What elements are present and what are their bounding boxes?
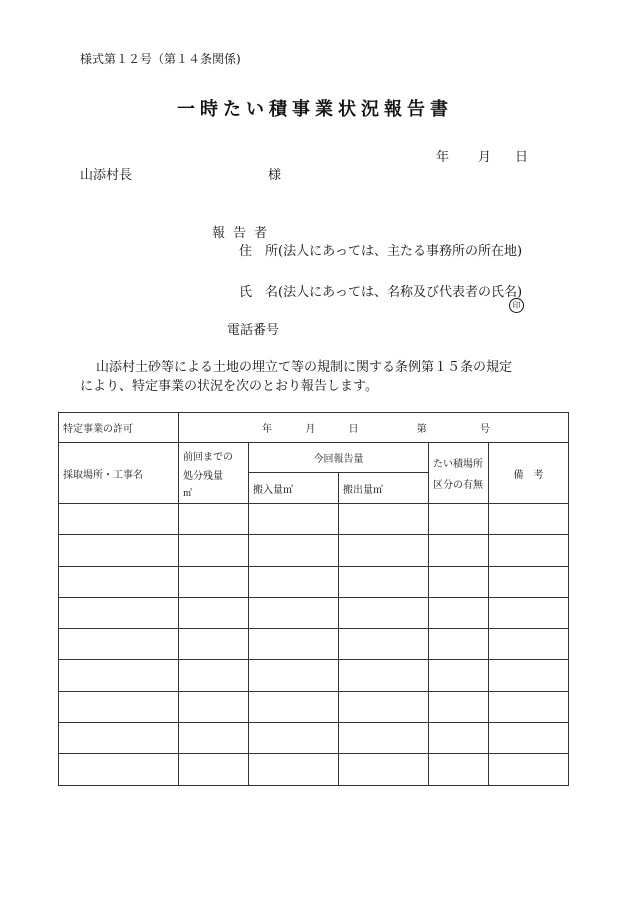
cell-carry-in[interactable] — [249, 754, 339, 785]
pile-area-line-1: たい積場所 — [433, 459, 483, 470]
cell-site[interactable] — [59, 754, 179, 785]
permit-value — [179, 413, 569, 443]
cell-carry-in[interactable] — [249, 597, 339, 628]
cell-remarks[interactable] — [489, 504, 569, 535]
carry-out-header: 搬出量㎥ — [339, 473, 429, 504]
cell-prev-remaining[interactable] — [179, 629, 249, 660]
cell-carry-in[interactable] — [249, 535, 339, 566]
cell-site[interactable] — [59, 566, 179, 597]
cell-pile-area[interactable] — [429, 566, 489, 597]
cell-prev-remaining[interactable] — [179, 504, 249, 535]
remarks-header: 備 考 — [489, 443, 569, 504]
table-row — [59, 566, 569, 597]
cell-prev-remaining[interactable] — [179, 660, 249, 691]
cell-carry-in[interactable] — [249, 660, 339, 691]
cell-site[interactable] — [59, 723, 179, 754]
honorific: 様 — [268, 168, 282, 183]
body-text-line-1: 山添村土砂等による土地の埋立て等の規制に関する条例第１５条の規定 — [96, 360, 513, 375]
cell-carry-out[interactable] — [339, 691, 429, 722]
body-text-line-2: により、特定事業の状況を次のとおり報告します。 — [80, 379, 378, 394]
cell-prev-remaining[interactable] — [179, 566, 249, 597]
table-row — [59, 597, 569, 628]
table-row — [59, 629, 569, 660]
reporter-label: 報告者 — [212, 226, 276, 241]
cell-carry-in[interactable] — [249, 566, 339, 597]
permit-day-label: 日 — [348, 424, 359, 435]
permit-month-label: 月 — [305, 424, 316, 435]
cell-pile-area[interactable] — [429, 597, 489, 628]
prev-remaining-line-2: 処分残量 — [183, 470, 223, 482]
prev-remaining-header — [179, 443, 249, 504]
cell-carry-out[interactable] — [339, 723, 429, 754]
cell-carry-in[interactable] — [249, 504, 339, 535]
cell-pile-area[interactable] — [429, 723, 489, 754]
cell-carry-out[interactable] — [339, 660, 429, 691]
table-row — [59, 691, 569, 722]
table-row — [59, 660, 569, 691]
site-header: 採取場所・工事名 — [59, 443, 179, 504]
pile-area-line-2: 区分の有無 — [433, 480, 483, 491]
table-row — [59, 754, 569, 785]
cell-remarks[interactable] — [489, 629, 569, 660]
cell-pile-area[interactable] — [429, 660, 489, 691]
cell-carry-in[interactable] — [249, 629, 339, 660]
permit-row — [59, 413, 569, 443]
date-day-label: 日 — [515, 150, 529, 165]
cell-site[interactable] — [59, 629, 179, 660]
cell-carry-out[interactable] — [339, 504, 429, 535]
cell-carry-out[interactable] — [339, 535, 429, 566]
document-title: 一時たい積事業状況報告書 — [177, 99, 453, 120]
cell-site[interactable] — [59, 535, 179, 566]
cell-carry-in[interactable] — [249, 691, 339, 722]
cell-prev-remaining[interactable] — [179, 535, 249, 566]
cell-remarks[interactable] — [489, 723, 569, 754]
current-report-header: 今回報告量 — [249, 443, 429, 473]
carry-in-header: 搬入量㎥ — [249, 473, 339, 504]
table-row — [59, 723, 569, 754]
cell-pile-area[interactable] — [429, 629, 489, 660]
cell-prev-remaining[interactable] — [179, 723, 249, 754]
permit-number-prefix: 第 — [416, 424, 427, 435]
phone-label: 電話番号 — [227, 323, 280, 338]
cell-remarks[interactable] — [489, 660, 569, 691]
cell-carry-out[interactable] — [339, 597, 429, 628]
cell-prev-remaining[interactable] — [179, 597, 249, 628]
pile-area-header — [429, 443, 489, 504]
report-table — [58, 412, 569, 786]
cell-remarks[interactable] — [489, 754, 569, 785]
cell-prev-remaining[interactable] — [179, 691, 249, 722]
cell-carry-out[interactable] — [339, 566, 429, 597]
cell-pile-area[interactable] — [429, 691, 489, 722]
table-row — [59, 504, 569, 535]
cell-remarks[interactable] — [489, 597, 569, 628]
prev-remaining-unit: ㎥ — [183, 488, 193, 499]
permit-number-suffix: 号 — [479, 424, 490, 435]
cell-site[interactable] — [59, 504, 179, 535]
cell-site[interactable] — [59, 660, 179, 691]
form-number: 様式第１２号（第１４条関係) — [80, 52, 241, 66]
cell-remarks[interactable] — [489, 691, 569, 722]
cell-carry-out[interactable] — [339, 754, 429, 785]
permit-year-label: 年 — [262, 424, 273, 435]
cell-carry-in[interactable] — [249, 723, 339, 754]
cell-remarks[interactable] — [489, 566, 569, 597]
table-row — [59, 535, 569, 566]
reporter-address-line: 住 所(法人にあっては、主たる事務所の所在地) — [239, 244, 523, 259]
reporter-name-line: 氏 名(法人にあっては、名称及び代表者の氏名) — [239, 285, 523, 300]
prev-remaining-line-1: 前回までの — [183, 451, 233, 463]
date-month-label: 月 — [478, 150, 492, 165]
addressee: 山添村長 — [80, 168, 133, 183]
cell-prev-remaining[interactable] — [179, 754, 249, 785]
cell-site[interactable] — [59, 597, 179, 628]
seal-mark: 印 — [509, 298, 524, 313]
cell-pile-area[interactable] — [429, 754, 489, 785]
cell-carry-out[interactable] — [339, 629, 429, 660]
cell-site[interactable] — [59, 691, 179, 722]
permit-label: 特定事業の許可 — [59, 413, 179, 443]
header-row-1 — [59, 443, 569, 473]
cell-pile-area[interactable] — [429, 504, 489, 535]
date-year-label: 年 — [436, 150, 450, 165]
cell-remarks[interactable] — [489, 535, 569, 566]
cell-pile-area[interactable] — [429, 535, 489, 566]
